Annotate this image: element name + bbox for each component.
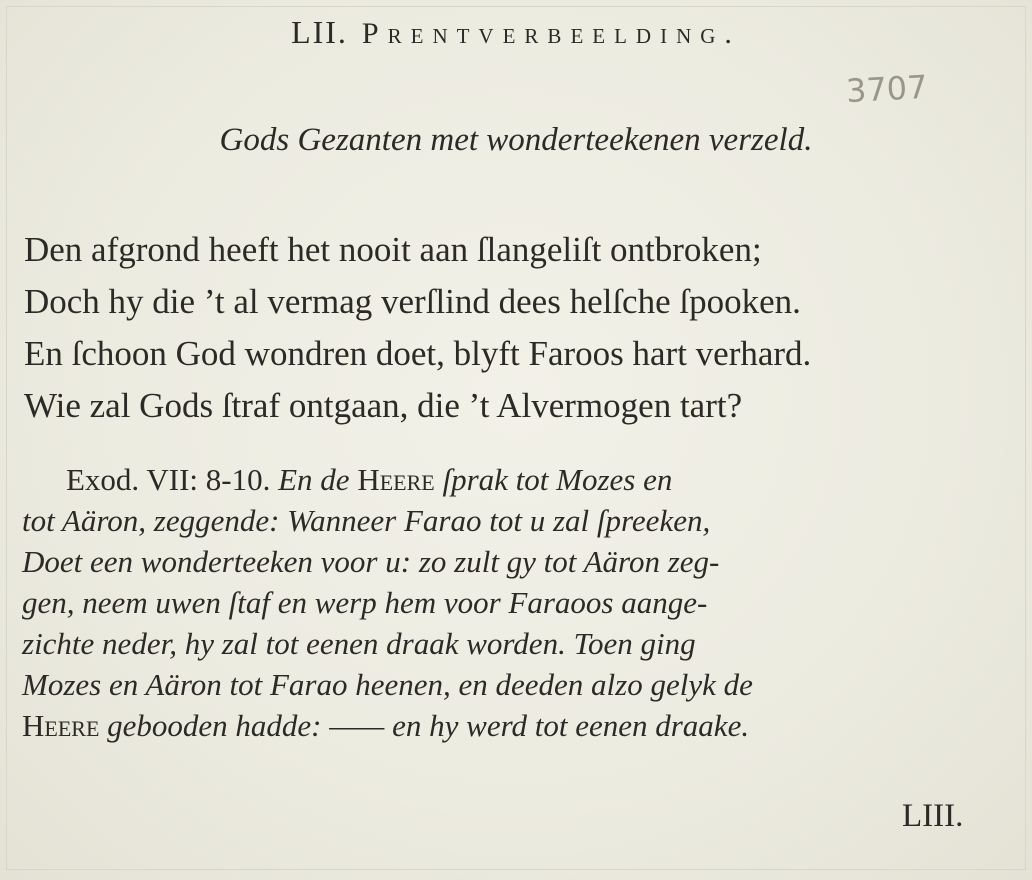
passage-line: [22, 705, 753, 746]
passage-line: [22, 459, 753, 500]
page-heading: [0, 14, 1032, 51]
passage-text: gebooden hadde: —— en hy werd tot eenen draake.: [107, 708, 750, 743]
passage-reference: Exod. VII: 8-10.: [66, 462, 271, 497]
poem-line: Den afgrond heeft het nooit aan ſlangeliſt ontbroken;: [24, 230, 762, 269]
passage-line: gen, neem uwen ſtaf en werp hem voor Faraoos aange-: [22, 585, 708, 620]
scripture-passage: [22, 459, 753, 746]
catchword: LIII.: [902, 798, 964, 834]
passage-small-caps: Heere: [22, 708, 100, 743]
passage-line: tot Aäron, zeggende: Wanneer Farao tot u zal ſpreeken,: [22, 503, 711, 538]
passage-text: ſprak tot Mozes en: [442, 462, 673, 497]
passage-line: zichte neder, hy zal tot eenen draak worden. Toen ging: [22, 626, 696, 661]
passage-small-caps: Heere: [357, 462, 435, 497]
poem-line: En ſchoon God wondren doet, blyft Faroos hart verhard.: [24, 334, 812, 373]
passage-line: Mozes en Aäron tot Farao heenen, en deeden alzo gelyk de: [22, 667, 753, 702]
poem-line: Doch hy die ’t al vermag verſlind dees helſche ſpooken.: [24, 282, 801, 321]
passage-text: En de: [278, 462, 350, 497]
poem-line: Wie zal Gods ſtraf ontgaan, die ’t Alvermogen tart?: [24, 386, 743, 425]
heading-title: Prentverbeelding.: [361, 17, 741, 50]
passage-line: Doet een wonderteeken voor u: zo zult gy tot Aäron zeg-: [22, 544, 720, 579]
handwritten-number: 3707: [845, 67, 929, 111]
poem: [24, 224, 811, 432]
heading-number: LII.: [291, 14, 348, 50]
page-subtitle: Gods Gezanten met wonderteekenen verzeld.: [219, 122, 813, 158]
